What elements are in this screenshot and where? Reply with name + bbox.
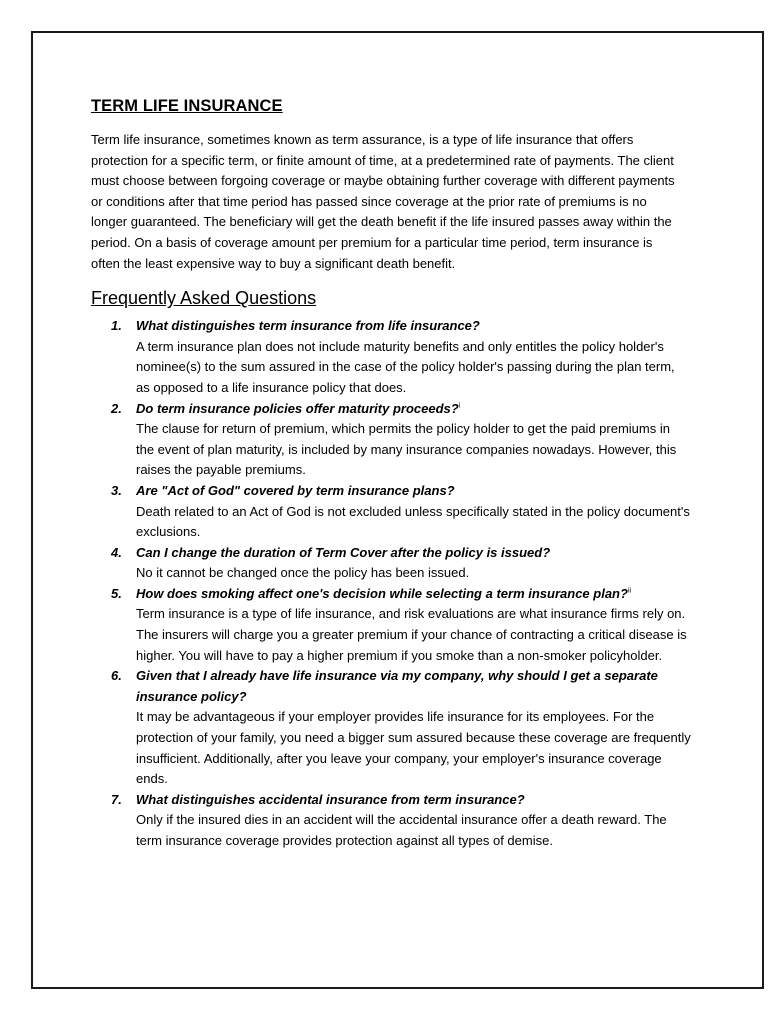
faq-question: Can I change the duration of Term Cover after the policy is issued? — [136, 544, 551, 560]
faq-answer: A term insurance plan does not include maturity benefits and only entitles the policy holder's nominee(s) to the sum assured in the case of the policy holder's passing during the plan term, as opposed to a life insurance policy that does. — [136, 338, 675, 395]
document-body — [91, 94, 691, 852]
faq-item — [91, 666, 691, 790]
faq-question: Given that I already have life insurance via my company, why should I get a separate insurance policy? — [136, 668, 658, 704]
faq-answer: No it cannot be changed once the policy has been issued. — [136, 565, 470, 581]
faq-question: Do term insurance policies offer maturity proceeds?$^i$ — [136, 400, 461, 416]
faq-question: How does smoking affect one's decision while selecting a term insurance plan?$^{ii}$ — [136, 585, 632, 601]
faq-answer: Term insurance is a type of life insurance, and risk evaluations are what insurance firms rely on. The insurers will charge you a greater premium if your chance of contracting a critical disease is higher. You will have to pay a higher premium if you smoke than a non-smoker policyholder. — [136, 606, 687, 663]
faq-question: What distinguishes term insurance from life insurance? — [136, 318, 480, 334]
intro-paragraph: Term life insurance, sometimes known as term assurance, is a type of life insurance that offers protection for a specific term, or finite amount of time, at a predetermined rate of payments. The client must choose between forgoing coverage or maybe obtaining further coverage with different payments or conditions after that time period has passed since coverage at the prior rate of premiums is no longer guaranteed. The beneficiary will get the death benefit if the life insured passes away within the period. On a basis of coverage amount per premium for a particular time period, term insurance is often the least expensive way to buy a significant death benefit. — [91, 132, 675, 271]
faq-item — [91, 790, 691, 852]
footnote-marker[interactable]: ii — [627, 587, 632, 595]
faq-item — [91, 481, 691, 543]
faq-question: What distinguishes accidental insurance from term insurance? — [136, 791, 525, 807]
faq-number: 4. — [111, 544, 122, 560]
faq-answer: Only if the insured dies in an accident will the accidental insurance offer a death reward. The term insurance coverage provides protection against all types of demise. — [136, 812, 667, 848]
faq-item — [91, 316, 691, 398]
faq-heading: Frequently Asked Questions — [91, 288, 317, 309]
faq-item — [91, 399, 691, 481]
faq-item — [91, 543, 691, 584]
faq-item — [91, 584, 691, 666]
faq-answer: The clause for return of premium, which permits the policy holder to get the paid premiums in the event of plan maturity, is included by many insurance companies nowadays. However, this raises the payable premiums. — [136, 421, 677, 478]
faq-number: 1. — [111, 318, 122, 334]
footnote-marker[interactable]: i — [458, 402, 461, 410]
faq-answer: It may be advantageous if your employer provides life insurance for its employees. For the protection of your family, you need a bigger sum assured because these coverage are frequently insufficient. Additionally, after you leave your company, your employer's insurance coverage ends. — [136, 709, 691, 787]
faq-list — [91, 316, 691, 851]
faq-number: 6. — [111, 668, 122, 684]
faq-number: 3. — [111, 482, 122, 498]
document-title: TERM LIFE INSURANCE — [91, 97, 283, 115]
faq-number: 5. — [111, 585, 122, 601]
faq-answer: Death related to an Act of God is not excluded unless specifically stated in the policy document's exclusions. — [136, 503, 690, 540]
faq-question: Are "Act of God" covered by term insurance plans? — [136, 482, 455, 498]
faq-number: 7. — [111, 791, 122, 807]
faq-number: 2. — [111, 400, 122, 416]
